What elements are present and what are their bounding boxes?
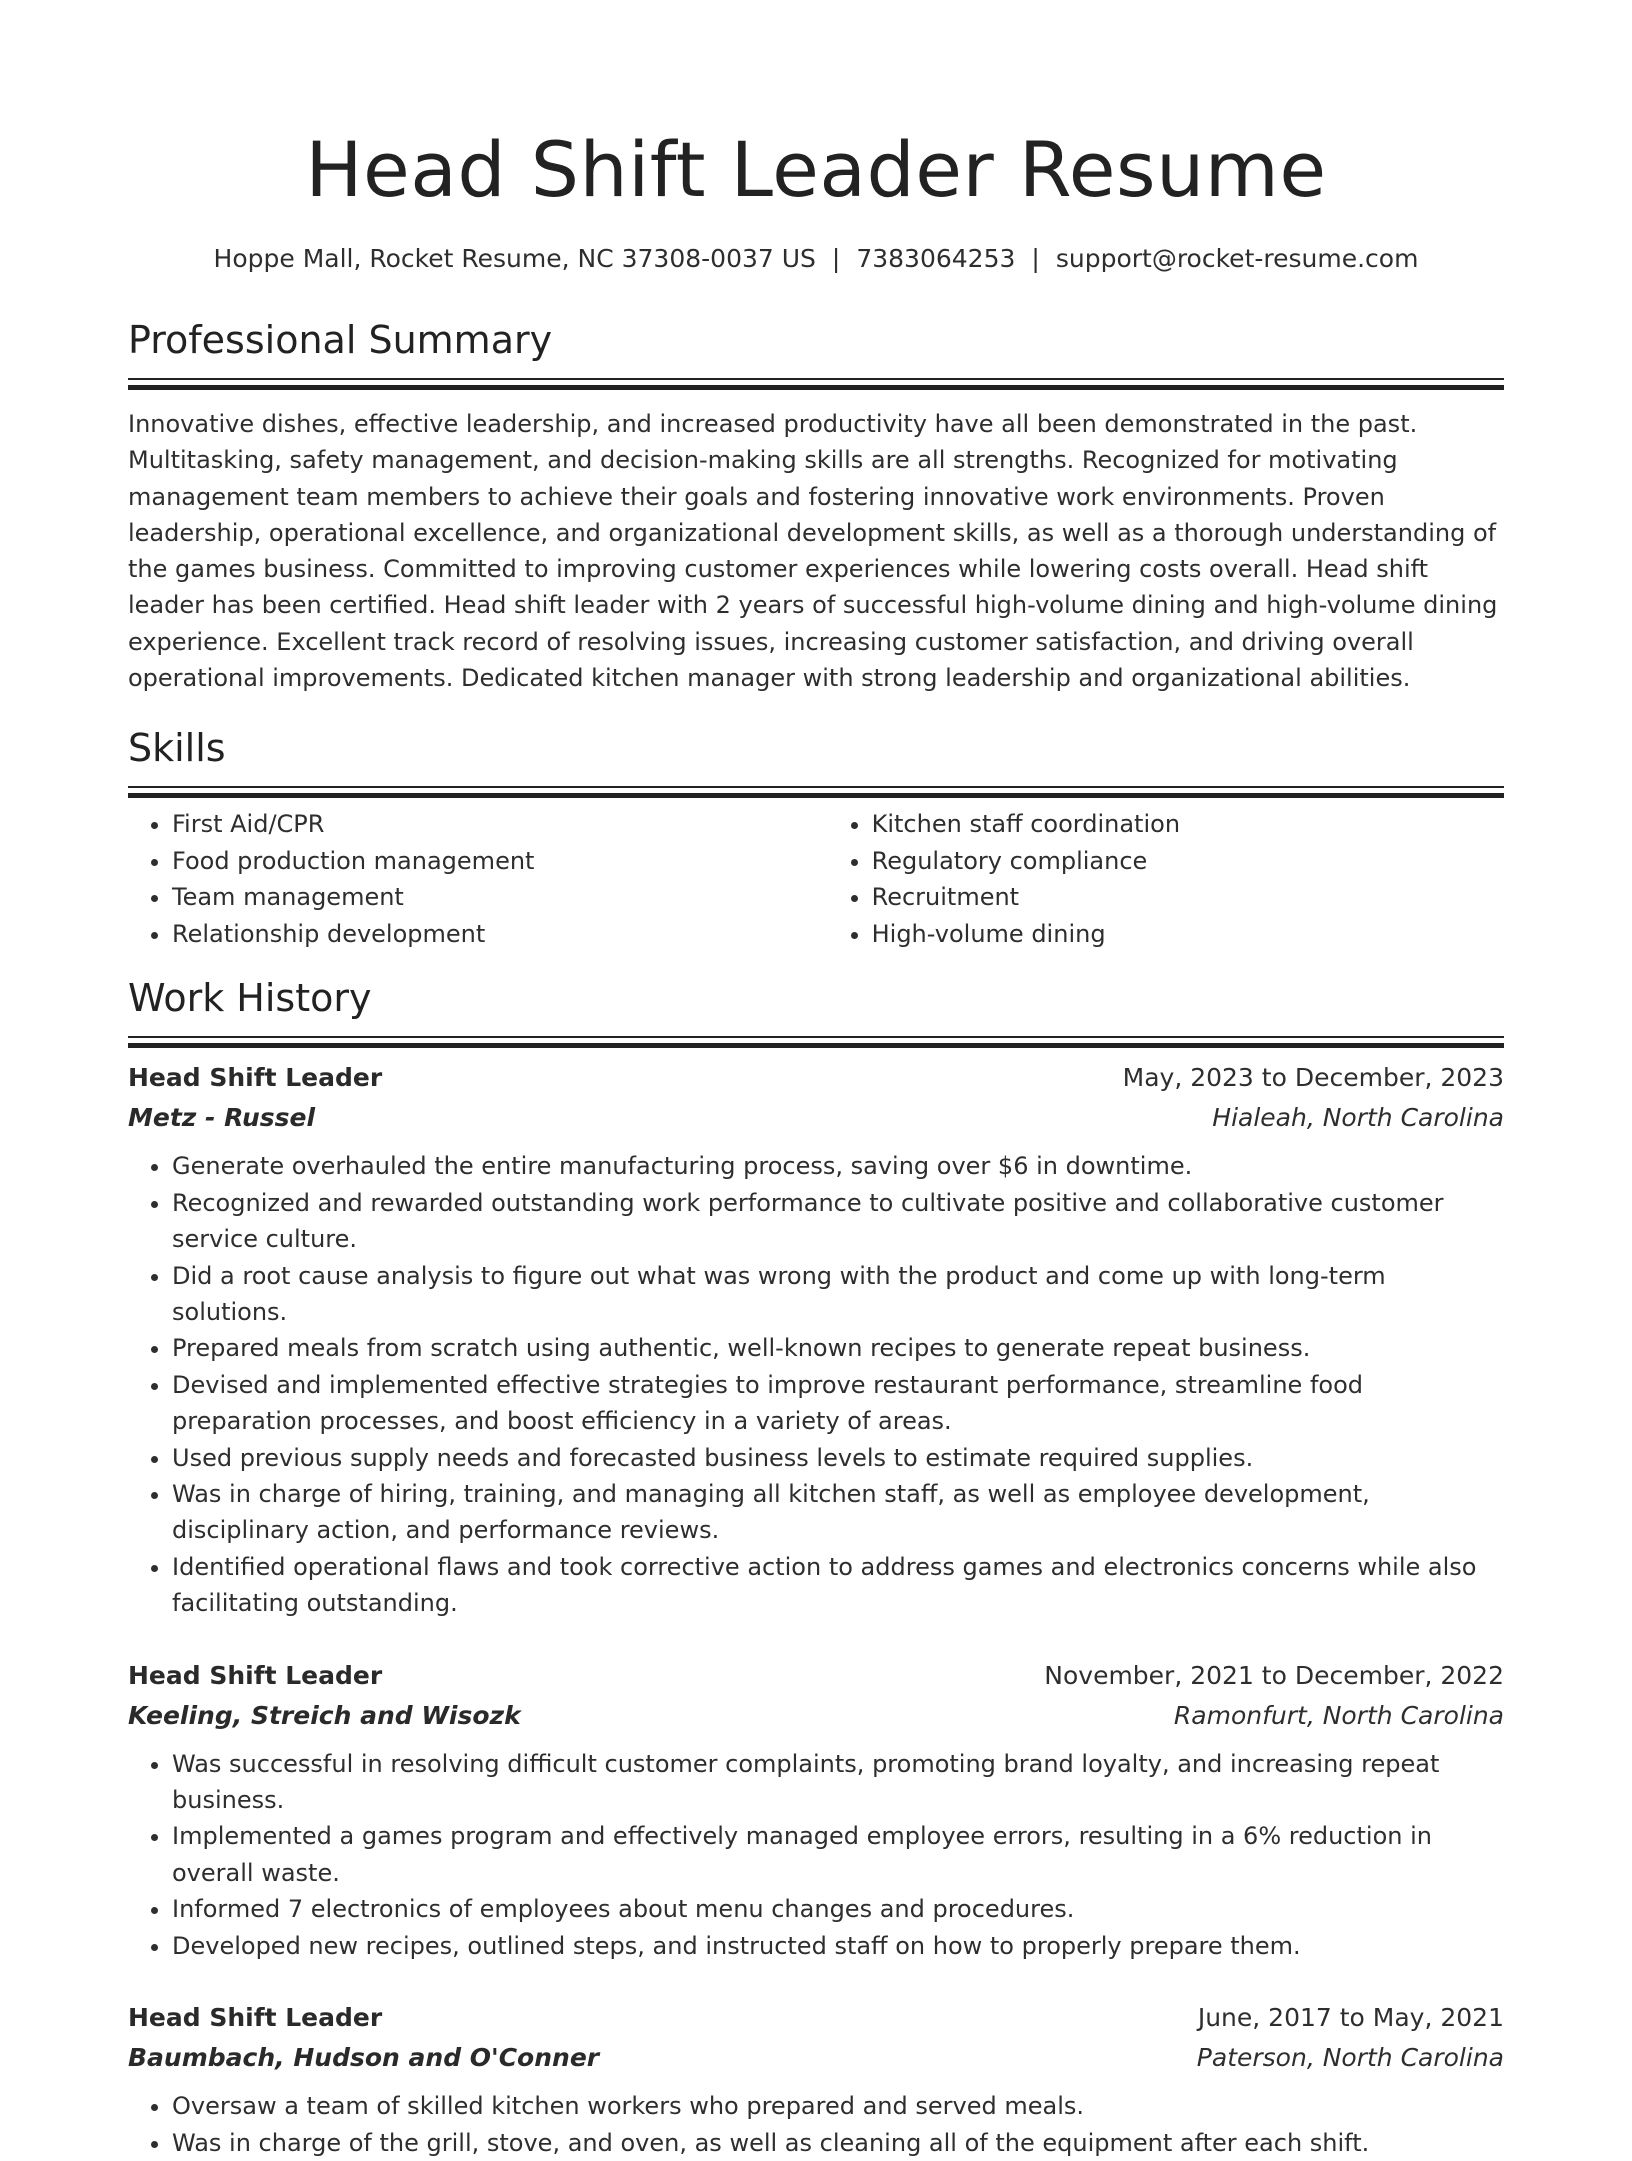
skills-list-left (128, 806, 828, 952)
job-bullets (128, 1148, 1504, 1621)
skill-item: • Kitchen staff coordination (872, 806, 1504, 843)
skill-item: • Relationship development (172, 916, 828, 953)
job-company: Metz - Russel (128, 1103, 316, 1133)
job-entry (128, 1656, 1504, 1964)
job-company: Keeling, Streich and Wisozk (128, 1700, 521, 1730)
skills-section (128, 724, 1504, 952)
job-bullet: • Implemented a games program and effectively managed employee errors, resulting in a 6% reduction in overall waste. (172, 1818, 1504, 1891)
job-dates: May, 2023 to December, 2023 (1122, 1063, 1504, 1093)
job-entry (128, 1998, 1504, 2161)
job-bullet: • Oversaw a team of skilled kitchen workers who prepared and served meals. (172, 2088, 1504, 2124)
work-history-section (128, 974, 1504, 2161)
section-divider (128, 378, 1504, 380)
contact-email: support@rocket-resume.com (1055, 244, 1419, 273)
resume-page (128, 0, 1504, 2161)
job-bullet: • Devised and implemented effective strategies to improve restaurant performance, streamline food preparation processes, and boost efficiency in a variety of areas. (172, 1367, 1504, 1440)
job-bullet: • Used previous supply needs and forecasted business levels to estimate required supplies. (172, 1440, 1504, 1476)
job-company: Baumbach, Hudson and O'Conner (128, 2043, 600, 2073)
contact-address: Hoppe Mall, Rocket Resume, NC 37308-0037 US (213, 244, 816, 273)
job-bullet: • Recognized and rewarded outstanding work performance to cultivate positive and collaborative customer service culture. (172, 1185, 1504, 1258)
job-title: Head Shift Leader (128, 1063, 383, 1093)
skill-item: • Regulatory compliance (872, 843, 1504, 880)
section-divider (128, 1036, 1504, 1038)
job-bullet: • Identified operational flaws and took corrective action to address games and electronics concerns while also facilitating outstanding. (172, 1549, 1504, 1622)
job-bullet: • Was in charge of the grill, stove, and oven, as well as cleaning all of the equipment after each shift. (172, 2125, 1504, 2161)
contact-separator: | (1031, 244, 1040, 273)
job-bullet: • Was in charge of hiring, training, and managing all kitchen staff, as well as employee development, disciplinary action, and performance reviews. (172, 1476, 1504, 1549)
job-bullet: • Informed 7 electronics of employees about menu changes and procedures. (172, 1891, 1504, 1927)
job-header-row (128, 1656, 1504, 1696)
job-company-row (128, 2038, 1504, 2078)
resume-title: Head Shift Leader Resume (305, 125, 1327, 214)
job-bullet: • Prepared meals from scratch using authentic, well-known recipes to generate repeat business. (172, 1330, 1504, 1366)
section-heading-skills: Skills (128, 726, 226, 771)
professional-summary-section (128, 316, 1504, 696)
job-location: Hialeah, North Carolina (1212, 1103, 1504, 1133)
job-bullet: • Did a root cause analysis to figure out what was wrong with the product and come up with long-term solutions. (172, 1258, 1504, 1331)
job-entry (128, 1058, 1504, 1621)
skills-grid (128, 806, 1504, 952)
job-bullet: • Generate overhauled the entire manufacturing process, saving over $6 in downtime. (172, 1148, 1504, 1184)
summary-text: Innovative dishes, effective leadership, and increased productivity have all been demonstrated in the past. Multitasking, safety management, and decision-making skills are all strengths. Recognized for motivating management team members to achieve their goals and fostering innovative work environments. Proven leadership, operational excellence, and organizational development skills, as well as a thorough understanding of the games business. Committed to improving customer experiences while lowering costs overall. Head shift leader has been certified. Head shift leader with 2 years of successful high-volume dining and high-volume dining experience. Excellent track record of resolving issues, increasing customer satisfaction, and driving overall operational improvements. Dedicated kitchen manager with strong leadership and organizational abilities. (128, 410, 1498, 693)
skill-item: • First Aid/CPR (172, 806, 828, 843)
job-location: Paterson, North Carolina (1196, 2043, 1504, 2073)
job-title: Head Shift Leader (128, 1660, 383, 1690)
skill-item: • Team management (172, 879, 828, 916)
job-location: Ramonfurt, North Carolina (1173, 1700, 1504, 1730)
job-bullets (128, 1746, 1504, 1964)
job-dates: November, 2021 to December, 2022 (1044, 1660, 1504, 1690)
job-bullet: • Developed new recipes, outlined steps, and instructed staff on how to properly prepare them. (172, 1928, 1504, 1964)
contact-separator: | (831, 244, 841, 273)
skill-item: • Recruitment (872, 879, 1504, 916)
job-company-row (128, 1098, 1504, 1138)
job-title: Head Shift Leader (128, 2003, 383, 2033)
job-bullets (128, 2088, 1504, 2161)
job-dates: June, 2017 to May, 2021 (1197, 2003, 1504, 2033)
job-bullet: • Was successful in resolving difficult customer complaints, promoting brand loyalty, and increasing repeat business. (172, 1746, 1504, 1819)
job-header-row (128, 1998, 1504, 2038)
job-company-row (128, 1696, 1504, 1736)
job-header-row (128, 1058, 1504, 1098)
section-heading-work-history: Work History (128, 976, 372, 1021)
section-heading-summary: Professional Summary (128, 318, 553, 362)
contact-phone: 7383064253 (856, 244, 1016, 273)
section-divider (128, 786, 1504, 788)
contact-line (128, 242, 1504, 276)
skill-item: • Food production management (172, 843, 828, 880)
skills-list-right (828, 806, 1504, 952)
skill-item: • High-volume dining (872, 916, 1504, 953)
